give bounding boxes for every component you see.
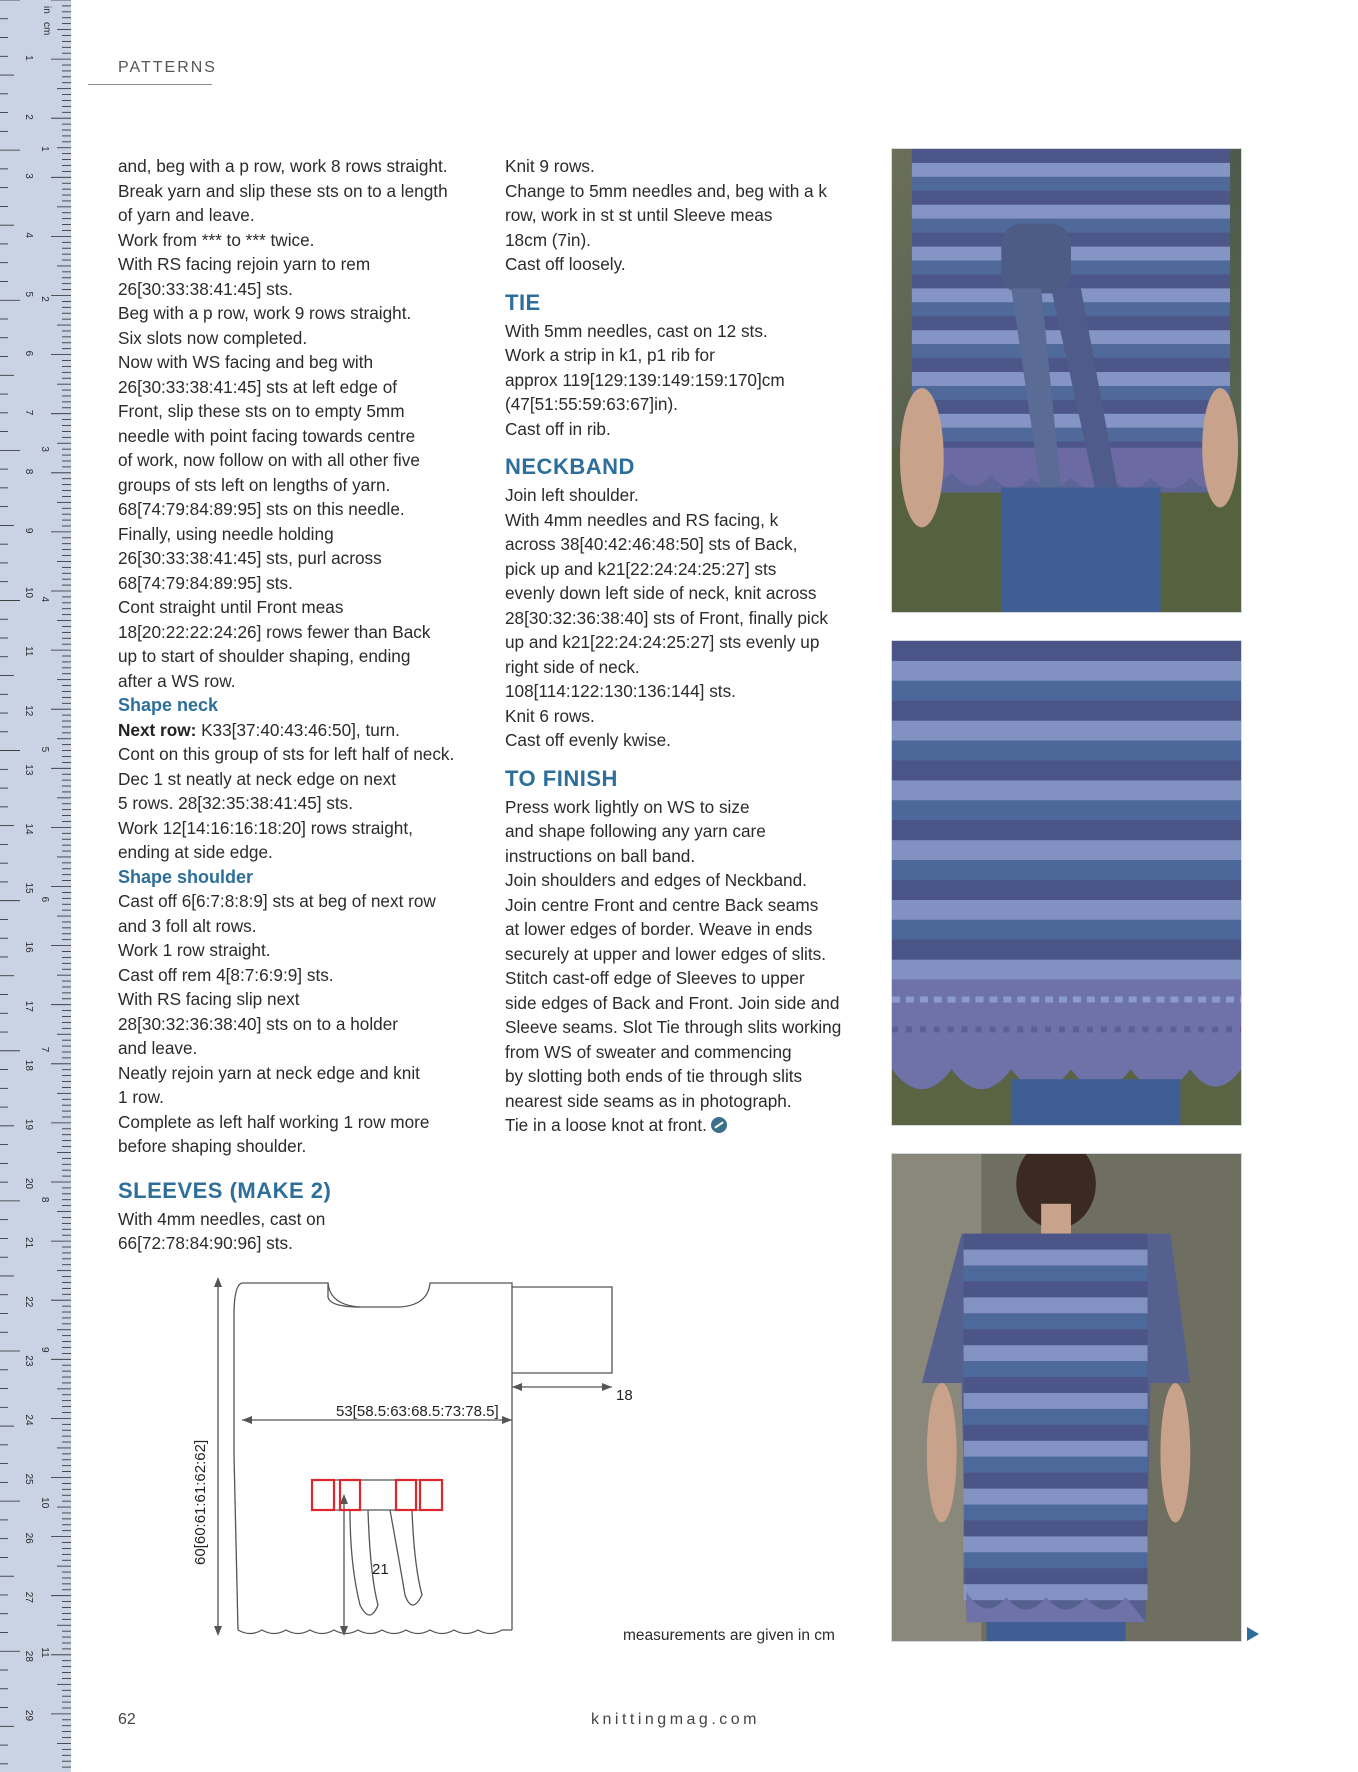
ruler-cm-label: 12	[23, 705, 34, 717]
sleeves-heading: SLEEVES (MAKE 2)	[118, 1177, 332, 1203]
ruler-cm-label: 9	[23, 527, 34, 534]
text-line: Cont straight until Front meas	[118, 597, 344, 617]
next-page-arrow-icon	[1247, 1627, 1259, 1641]
ruler-cm-label: 19	[23, 1118, 34, 1131]
text-line: Join centre Front and centre Back seams	[505, 894, 819, 915]
text-line: 26[30:33:38:41:45] sts.	[118, 278, 293, 299]
finish-heading: TO FINISH	[505, 765, 618, 791]
text-line: securely at upper and lower edges of slits.	[505, 943, 827, 964]
neckband-instructions	[505, 483, 875, 753]
text-line: Cont on this group of sts for left half of neck.	[118, 744, 455, 764]
text-line: Cast off evenly kwise.	[505, 730, 671, 750]
next-row-line	[118, 718, 490, 743]
text-line: Join left shoulder.	[505, 485, 639, 505]
shape-neck-heading: Shape neck	[118, 695, 219, 715]
text-line: row, work in st st until Sleeve meas	[505, 205, 773, 225]
text-line: Stitch cast-off edge of Sleeves to upper	[505, 968, 805, 988]
ruler-cm-label: 6	[23, 350, 34, 357]
text-line: and, beg with a p row, work 8 rows straight.	[118, 156, 448, 176]
tie-instructions	[505, 319, 875, 442]
finish-instructions	[505, 795, 875, 1114]
ruler-unit-in: in	[41, 6, 52, 14]
text-line: Finally, using needle holding	[118, 523, 334, 544]
text-line: and leave.	[118, 1038, 198, 1058]
ruler-cm-label: 11	[23, 646, 34, 657]
photo-back-view	[891, 1153, 1242, 1642]
measurements-note: measurements are given in cm	[623, 1627, 835, 1644]
text-line: 68[74:79:84:89:95] sts on this needle.	[118, 499, 405, 519]
text-line: side edges of Back and Front. Join side and	[505, 992, 840, 1013]
ruler-cm-label: 29	[23, 1709, 34, 1722]
section-header	[88, 58, 217, 85]
neck-instructions	[118, 742, 490, 865]
sleeve-measurement: 18	[616, 1387, 633, 1404]
text-line: Press work lightly on WS to size	[505, 796, 750, 817]
ruler-cm-label: 1	[23, 55, 34, 61]
text-line: and 3 foll alt rows.	[118, 915, 257, 936]
text-line: Cast off in rib.	[505, 418, 611, 439]
text-line: Work from *** to *** twice.	[118, 229, 315, 250]
text-line: Dec 1 st neatly at neck edge on next	[118, 768, 397, 789]
finish-last-line	[505, 1113, 875, 1138]
text-line: Work 1 row straight.	[118, 940, 271, 960]
ruler-cm-label: 14	[23, 823, 34, 835]
tie-heading: TIE	[505, 289, 541, 315]
ruler-cm-label: 28	[23, 1650, 34, 1662]
text-line: of work, now follow on with all other five	[118, 450, 420, 470]
text-line: With RS facing slip next	[118, 989, 300, 1009]
text-line: 18[20:22:22:24:26] rows fewer than Back	[118, 621, 431, 642]
text-line: Join shoulders and edges of Neckband.	[505, 870, 807, 890]
text-line: 68[74:79:84:89:95] sts.	[118, 572, 293, 593]
sleeves-instructions	[118, 1207, 490, 1256]
text-line: Work a strip in k1, p1 rib for	[505, 345, 715, 365]
text-line: from WS of sweater and commencing	[505, 1041, 792, 1062]
text-line: 28[30:32:36:38:40] sts of Front, finally pick	[505, 607, 828, 628]
text-line: Sleeve seams. Slot Tie through slits working	[505, 1017, 842, 1037]
text-line: up and k21[22:24:24:25:27] sts evenly up	[505, 632, 820, 652]
photo-hem-detail	[891, 640, 1242, 1126]
text-line: With 4mm needles and RS facing, k	[505, 509, 779, 530]
photo-front-tie	[891, 148, 1242, 613]
text-line: Beg with a p row, work 9 rows straight.	[118, 303, 412, 323]
ruler-cm-label: 21	[23, 1237, 34, 1249]
text-line: by slotting both ends of tie through slits	[505, 1066, 803, 1086]
photo-front-tie-image	[892, 149, 1241, 612]
next-row-label: Next row:	[118, 719, 197, 740]
last-line-text: Tie in a loose knot at front.	[505, 1115, 707, 1135]
text-line: Neatly rejoin yarn at neck edge and knit	[118, 1062, 420, 1083]
text-line: pick up and k21[22:24:24:25:27] sts	[505, 558, 777, 579]
text-line: Work 12[14:16:16:18:20] rows straight,	[118, 817, 413, 838]
ruler-cm-label: 23	[23, 1355, 34, 1367]
ruler-in-label: 9	[39, 1347, 50, 1353]
text-line: Complete as left half working 1 row more	[118, 1111, 430, 1132]
text-line: With RS facing rejoin yarn to rem	[118, 254, 371, 274]
ruler-cm-label: 27	[23, 1591, 34, 1603]
text-line: at lower edges of border. Weave in ends	[505, 919, 813, 939]
text-line: Knit 6 rows.	[505, 705, 595, 726]
text-line: 1 row.	[118, 1087, 164, 1107]
text-line: 26[30:33:38:41:45] sts at left edge of	[118, 376, 398, 397]
ruler-cm-label: 7	[23, 409, 34, 416]
text-line: of yarn and leave.	[118, 205, 255, 225]
shape-shoulder-heading: Shape shoulder	[118, 866, 254, 887]
text-line: 26[30:33:38:41:45] sts, purl across	[118, 548, 382, 568]
ruler-in-label: 8	[39, 1196, 50, 1203]
shoulder-instructions	[118, 889, 490, 1159]
text-line: instructions on ball band.	[505, 845, 696, 866]
ruler	[0, 0, 71, 1772]
ruler-in-label: 2	[39, 296, 50, 302]
text-line: Front, slip these sts on to empty 5mm	[118, 401, 405, 421]
text-line: groups of sts left on lengths of yarn.	[118, 474, 391, 495]
ruler-cm-label: 18	[23, 1059, 34, 1071]
text-line: ending at side edge.	[118, 842, 273, 862]
text-line: (47[51:55:59:63:67]in).	[505, 394, 678, 414]
section-label: PATTERNS	[118, 59, 217, 76]
ruler-cm-label: 4	[23, 232, 34, 238]
schematic-outline	[200, 1275, 720, 1655]
ruler-in-label: 3	[39, 446, 50, 452]
text-line: approx 119[129:139:149:159:170]cm	[505, 369, 785, 390]
text-line: Cast off loosely.	[505, 254, 626, 274]
width-measurement: 53[58.5:63:68.5:73:78.5]	[336, 1403, 499, 1420]
ruler-cm-label: 2	[23, 114, 34, 120]
text-line: before shaping shoulder.	[118, 1136, 307, 1156]
text-line: With 4mm needles, cast on	[118, 1208, 326, 1229]
ruler-cm-label: 15	[23, 882, 34, 894]
text-line: 5 rows. 28[32:35:38:41:45] sts.	[118, 793, 354, 813]
ruler-in-label: 11	[39, 1647, 50, 1658]
ruler-cm-label: 17	[23, 1000, 34, 1012]
text-line: Knit 9 rows.	[505, 156, 595, 176]
ruler-in-label: 6	[39, 896, 50, 903]
ruler-cm-label: 24	[23, 1414, 34, 1426]
text-line: Break yarn and slip these sts on to a length	[118, 180, 448, 201]
text-line: nearest side seams as in photograph.	[505, 1090, 792, 1111]
ruler-in-label: 10	[39, 1497, 50, 1509]
text-line: 108[114:122:130:136:144] sts.	[505, 681, 736, 701]
photo-back-view-image	[892, 1154, 1241, 1641]
front-instructions	[118, 154, 490, 693]
ruler-unit-cm: cm	[41, 22, 52, 36]
text-line: evenly down left side of neck, knit across	[505, 583, 817, 603]
text-line: Change to 5mm needles and, beg with a k	[505, 180, 827, 201]
text-line: Six slots now completed.	[118, 327, 308, 348]
text-line: Cast off rem 4[8:7:6:9:9] sts.	[118, 964, 334, 985]
ruler-cm-label: 22	[23, 1296, 34, 1308]
sleeves-continued	[505, 154, 875, 277]
text-line: 28[30:32:36:38:40] sts on to a holder	[118, 1013, 398, 1034]
ruler-in-label: 5	[39, 746, 50, 753]
ruler-cm-label: 5	[23, 291, 34, 298]
photo-hem-detail-image	[892, 641, 1241, 1125]
drop-measurement: 21	[372, 1561, 389, 1578]
text-line: With 5mm needles, cast on 12 sts.	[505, 320, 768, 341]
pattern-column-2	[505, 154, 875, 1138]
ruler-cm-label: 3	[23, 173, 34, 179]
ruler-cm-label: 10	[23, 587, 34, 599]
height-measurement: 60[60:61:61:62:62]	[192, 1439, 209, 1565]
text-line: 18cm (7in).	[505, 229, 591, 250]
text-line: up to start of shoulder shaping, ending	[118, 646, 411, 666]
schematic-diagram	[192, 1275, 720, 1655]
text-line: Now with WS facing and beg with	[118, 352, 374, 372]
neckband-heading: NECKBAND	[505, 454, 635, 479]
ruler-in-label: 4	[39, 596, 50, 603]
page-number: 62	[118, 1711, 136, 1728]
website: knittingmag.com	[591, 1711, 760, 1728]
header-rule	[88, 84, 212, 85]
next-row-text: K33[37:40:43:46:50], turn.	[196, 719, 400, 740]
ruler-in-label: 7	[39, 1046, 50, 1053]
text-line: and shape following any yarn care	[505, 821, 766, 841]
ruler-cm-label: 25	[23, 1473, 34, 1485]
text-line: after a WS row.	[118, 670, 236, 691]
text-line: across 38[40:42:46:48:50] sts of Back,	[505, 534, 798, 554]
ruler-cm-label: 13	[23, 764, 34, 776]
ruler-cm-label: 8	[23, 468, 34, 475]
text-line: 66[72:78:84:90:96] sts.	[118, 1233, 293, 1253]
text-line: right side of neck.	[505, 656, 640, 677]
ruler-cm-label: 26	[23, 1532, 34, 1544]
ruler-cm-label: 20	[23, 1178, 34, 1190]
pattern-column-1	[118, 154, 490, 1256]
yarn-ball-icon	[711, 1117, 727, 1133]
ruler-scale	[0, 0, 71, 1772]
text-line: needle with point facing towards centre	[118, 425, 416, 446]
ruler-cm-label: 16	[23, 941, 34, 953]
ruler-in-label: 1	[39, 146, 50, 152]
text-line: Cast off 6[6:7:8:8:9] sts at beg of next row	[118, 891, 436, 911]
